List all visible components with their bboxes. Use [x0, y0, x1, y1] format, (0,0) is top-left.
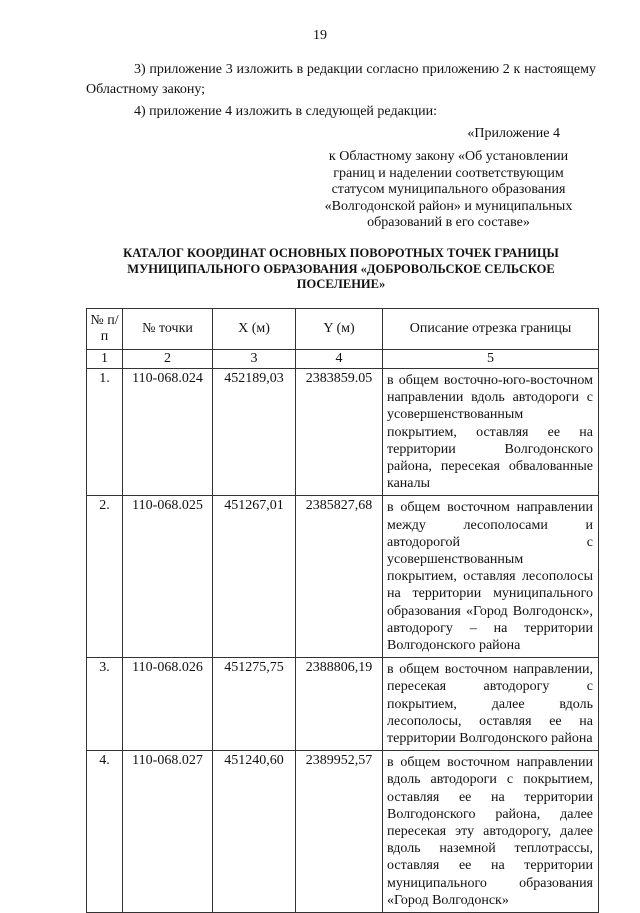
table-row	[87, 751, 599, 913]
point-number: 110-068.024	[123, 369, 213, 496]
catalog-title: КАТАЛОГ КООРДИНАТ ОСНОВНЫХ ПОВОРОТНЫХ ТОЧЕК ГРАНИЦЫ МУНИЦИПАЛЬНОГО ОБРАЗОВАНИЯ «ДОБРОВОЛЬСКОЕ СЕЛЬСКОЕ ПОСЕЛЕНИЕ»	[123, 246, 559, 291]
y-coordinate: 2389952,57	[296, 751, 383, 913]
row-number: 1.	[87, 369, 123, 496]
table-row	[87, 658, 599, 751]
appendix-reference: к Областному закону «Об установлении границ и наделении соответствующим статусом муниципального образования «Волгодонской район» и муниципальных образований в его составе»	[324, 149, 573, 230]
paragraph-item-3: 3) приложение 3 изложить в редакции согласно приложению 2 к настоящему Областному закону;	[86, 62, 596, 97]
column-numbers-row	[87, 350, 599, 369]
segment-description: в общем восточном направлении вдоль автодороги с покрытием, оставляя ее на территории Волгодонского района, далее пересекая эту автодорогу, далее вдоль наземной теплотрассы, оставляя ее на территории муниципального образования «Город Волгодонск»	[383, 751, 599, 913]
segment-description: в общем восточном направлении между лесополосами и автодорогой с усовершенствованным покрытием, оставляя лесополосы на территории муниципального образования «Город Волгодонск», автодорогу – на территории Волгодонского района	[383, 496, 599, 658]
paragraph-item-4: 4) приложение 4 изложить в следующей редакции:	[134, 104, 437, 119]
point-number: 110-068.027	[123, 751, 213, 913]
y-coordinate: 2383859.05	[296, 369, 383, 496]
header-row-number: № п/п	[87, 309, 123, 350]
x-coordinate: 451240,60	[213, 751, 296, 913]
column-number: 2	[123, 350, 213, 369]
table-header-row	[87, 309, 599, 350]
x-coordinate: 452189,03	[213, 369, 296, 496]
header-description: Описание отрезка границы	[383, 309, 599, 350]
column-number: 4	[296, 350, 383, 369]
header-y: Y (м)	[296, 309, 383, 350]
header-x: X (м)	[213, 309, 296, 350]
x-coordinate: 451267,01	[213, 496, 296, 658]
table-row	[87, 496, 599, 658]
column-number: 1	[87, 350, 123, 369]
point-number: 110-068.025	[123, 496, 213, 658]
y-coordinate: 2388806,19	[296, 658, 383, 751]
row-number: 4.	[87, 751, 123, 913]
column-number: 5	[383, 350, 599, 369]
y-coordinate: 2385827,68	[296, 496, 383, 658]
page-number: 19	[313, 28, 327, 43]
row-number: 2.	[87, 496, 123, 658]
column-number: 3	[213, 350, 296, 369]
x-coordinate: 451275,75	[213, 658, 296, 751]
segment-description: в общем восточном направлении, пересекая автодорогу с покрытием, далее вдоль лесополосы, оставляя ее на территории Волгодонского района	[383, 658, 599, 751]
segment-description: в общем восточно-юго-восточном направлении вдоль автодороги с усовершенствованным покрытием, оставляя ее на территории Волгодонского района, пересекая обвалованные каналы	[383, 369, 599, 496]
point-number: 110-068.026	[123, 658, 213, 751]
row-number: 3.	[87, 658, 123, 751]
table-row	[87, 369, 599, 496]
coordinates-table	[86, 308, 599, 913]
appendix-title: «Приложение 4	[467, 126, 560, 141]
header-point-number: № точки	[123, 309, 213, 350]
